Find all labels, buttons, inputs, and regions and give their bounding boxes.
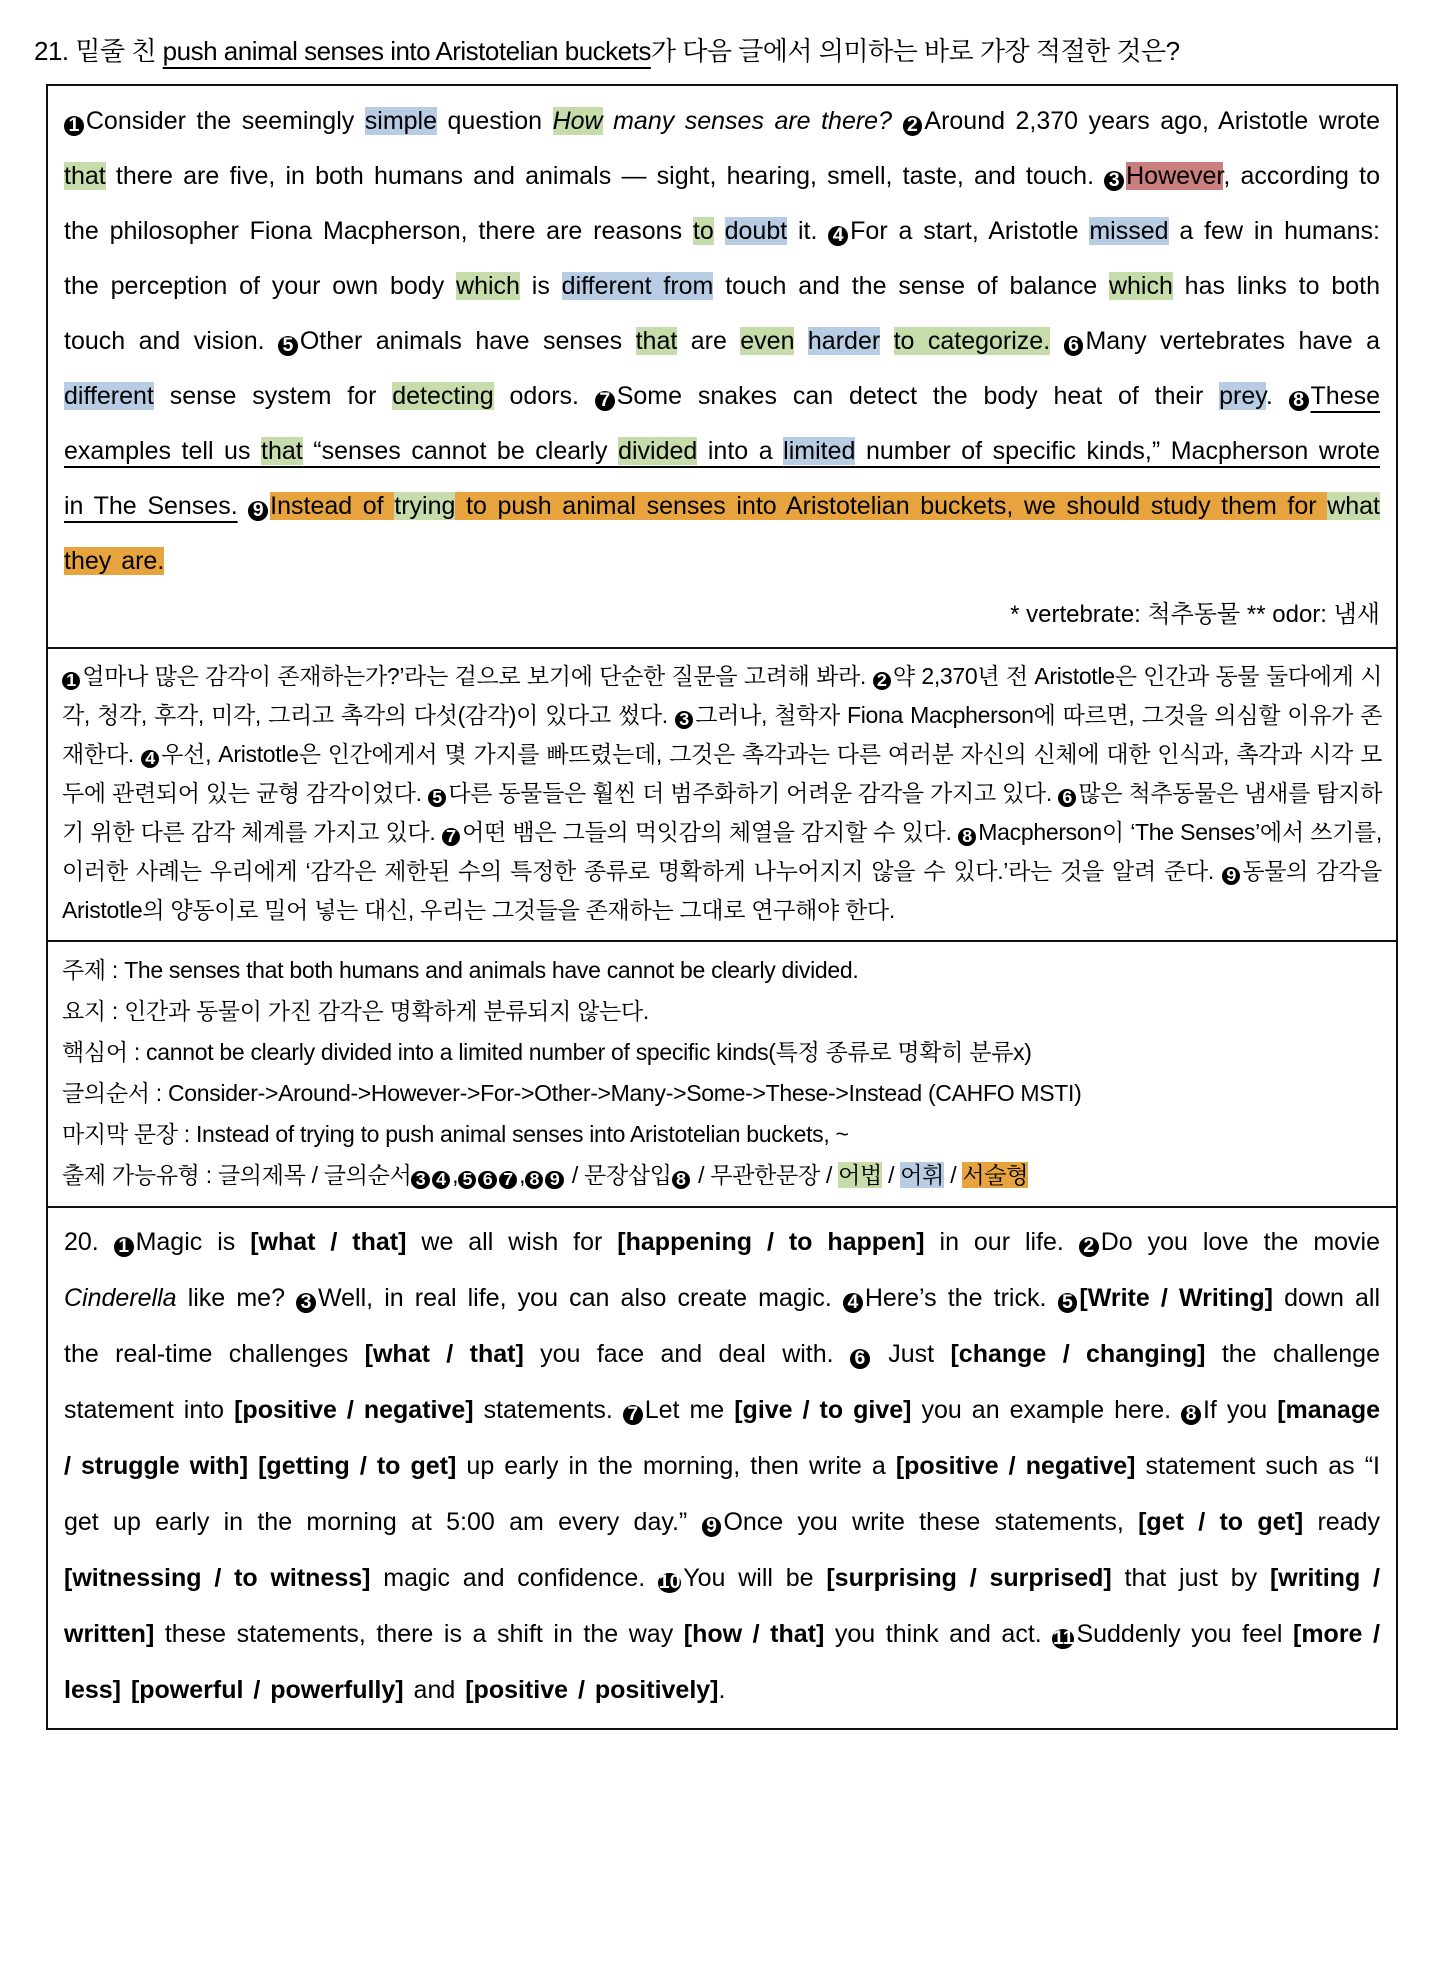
text-segment: . (718, 1676, 726, 1704)
text-segment: a few in humans: the perception of your own body (64, 217, 1381, 300)
text-segment: simple (364, 107, 438, 135)
text-segment: 21. 밑줄 친 (34, 36, 163, 66)
text-segment (880, 327, 893, 355)
text-segment: 출제 가능유형 : 글의제목 / 글의순서 (62, 1162, 412, 1188)
text-segment: what (1327, 492, 1380, 520)
summary-line-last-sentence (62, 1114, 1382, 1155)
text-segment: like me? (176, 1284, 297, 1312)
text-segment: which (456, 272, 520, 300)
text-segment: statement such as “I get up early in the morning at 5:00 am every day.” (64, 1452, 1381, 1536)
text-segment: ready (1303, 1508, 1380, 1536)
text-segment: Once you write these statements, (723, 1508, 1139, 1536)
text-segment: to categorize. (893, 327, 1051, 355)
circled-number: 3 (411, 1171, 429, 1189)
text-segment: to push animal senses into Aristotelian buckets, we should study them for (455, 492, 1328, 520)
circled-number: 8 (1181, 1405, 1201, 1425)
worksheet-content (46, 84, 1398, 1730)
text-segment: are (677, 327, 741, 355)
question21-passage-box (46, 84, 1398, 649)
text-segment: Instead of (270, 492, 395, 520)
text-segment: statements. (473, 1396, 623, 1424)
text-segment: in our life. (924, 1228, 1079, 1256)
text-segment: [positive / positively] (465, 1676, 719, 1704)
text-segment: different from (561, 272, 714, 300)
question21-translation-box (46, 647, 1398, 942)
text-segment: , according to the philosopher Fiona Macpherson, there are reasons (64, 162, 1380, 245)
text-segment: [getting / to get] (258, 1452, 457, 1480)
text-segment: How (552, 107, 603, 135)
text-segment: there are five, in both humans and animals — sight, hearing, smell, taste, and touch. (105, 162, 1105, 190)
text-segment: touch and the sense of balance (713, 272, 1109, 300)
text-segment: detecting (392, 382, 494, 410)
text-segment: which (1108, 272, 1173, 300)
text-segment: odors. (493, 382, 595, 410)
circled-number: 9 (545, 1171, 563, 1189)
text-segment: 요지 : 인간과 동물이 가진 감각은 명확하게 분류되지 않는다. (62, 998, 649, 1024)
text-segment: 얼마나 많은 감각이 존재하는가?’라는 겉으로 보기에 단순한 질문을 고려해 봐라. (82, 663, 873, 689)
circled-number: 7 (499, 1171, 517, 1189)
text-segment: / 문장삽입 (565, 1162, 672, 1188)
text-segment: 많은 척추동물은 냄새를 탐지하기 위한 다른 감각 체계를 가지고 있다. (62, 780, 1382, 845)
circled-number: 4 (828, 226, 848, 246)
question21-passage-text (64, 94, 1380, 589)
text-segment: that (64, 162, 106, 190)
circled-number: 2 (1079, 1237, 1099, 1257)
circled-number: 6 (850, 1349, 870, 1369)
circled-number: 6 (1058, 789, 1076, 807)
circled-number: 9 (1222, 867, 1240, 885)
text-segment: you an example here. (911, 1396, 1182, 1424)
circled-number: 6 (1064, 336, 1084, 356)
circled-number: 8 (958, 828, 976, 846)
text-segment: . (1265, 382, 1289, 410)
circled-number: 7 (595, 391, 615, 411)
summary-line-sentence-order (62, 1073, 1382, 1114)
text-segment (892, 107, 903, 135)
text-segment: / (944, 1162, 963, 1188)
text-segment (238, 492, 249, 520)
text-segment: / 무관한문장 / (692, 1162, 839, 1188)
question20-box (46, 1206, 1398, 1730)
text-segment: Many vertebrates have a (1085, 327, 1380, 355)
text-segment: different (64, 382, 154, 410)
text-segment: , (519, 1162, 526, 1188)
text-segment: limited (783, 437, 856, 465)
text-segment: it. (787, 217, 829, 245)
text-segment: sense system for (153, 382, 393, 410)
summary-line-question-types (62, 1155, 1382, 1196)
text-segment: [surprising / surprised] (826, 1564, 1112, 1592)
circled-number: 6 (478, 1171, 496, 1189)
text-segment: [Write / Writing] (1079, 1284, 1273, 1312)
circled-number: 3 (296, 1293, 316, 1313)
circled-number: 1 (62, 672, 80, 690)
text-segment: question (437, 107, 553, 135)
circled-number: 3 (1104, 171, 1124, 191)
circled-number: 7 (442, 828, 460, 846)
text-segment: 가 다음 글에서 의미하는 바로 가장 적절한 것은? (650, 36, 1180, 66)
text-segment (248, 1452, 258, 1480)
text-segment: “senses cannot be clearly (302, 437, 619, 465)
text-segment: has links to both touch and vision. (64, 272, 1380, 355)
text-segment: you think and act. (824, 1620, 1053, 1648)
text-segment: 글의순서 : Consider->Around->However->For->Other->Many->Some->These->Instead (CAHFO MSTI) (62, 1080, 1082, 1106)
text-segment: we all wish for (406, 1228, 618, 1256)
circled-number: 4 (843, 1293, 863, 1313)
text-segment: [writing / written] (64, 1564, 1380, 1648)
text-segment: that just by (1111, 1564, 1270, 1592)
text-segment: 어법 (838, 1162, 882, 1188)
circled-number: 7 (623, 1405, 643, 1425)
text-segment: 다른 동물들은 훨씬 더 범주화하기 어려운 감각을 가지고 있다. (448, 780, 1059, 806)
text-segment: Cinderella (64, 1284, 177, 1312)
circled-number: 9 (702, 1517, 722, 1537)
text-segment: Well, in real life, you can also create magic. (317, 1284, 843, 1312)
text-segment: Do you love the movie (1100, 1228, 1381, 1256)
text-segment: magic and confidence. (370, 1564, 658, 1592)
text-segment: [what / that] (364, 1340, 524, 1368)
text-segment: [manage / struggle with] (64, 1396, 1381, 1480)
text-segment: up early in the morning, then write a (456, 1452, 896, 1480)
text-segment: prey (1219, 382, 1266, 410)
circled-number: 4 (432, 1171, 450, 1189)
text-segment: Other animals have senses (299, 327, 636, 355)
text-segment: 약 2,370년 전 Aristotle은 인간과 동물 둘다에게 시각, 청각, 후각, 미각, 그리고 촉각의 다섯(감각)이 있다고 썼다. (62, 663, 1382, 728)
text-segment: Macpherson이 ‘The Senses’에서 쓰기를, 이러한 사례는 우리에게 ‘감각은 제한된 수의 특정한 종류로 명확하게 나누어지지 않을 수 있다.’라는 것을 알려 준다. (62, 819, 1383, 884)
text-segment: 그러나, 철학자 Fiona Macpherson에 따르면, 그것을 의심할 이유가 존재한다. (62, 702, 1382, 767)
question21-summary-box (46, 940, 1398, 1208)
text-segment: that (261, 437, 303, 465)
text-segment: they are. (64, 547, 165, 575)
text-segment: 우선, Aristotle은 인간에게서 몇 가지를 빠뜨렸는데, 그것은 촉각과는 다른 여러분 자신의 신체에 대한 인식과, 촉각과 시각 모두에 관련되어 있는 균형 감각이었다. (62, 741, 1383, 806)
text-segment: [give / to give] (734, 1396, 912, 1424)
text-segment: missed (1089, 217, 1169, 245)
text-segment: that (635, 327, 678, 355)
text-segment: push animal senses into Aristotelian buckets (162, 36, 651, 66)
question20-text (64, 1214, 1380, 1718)
text-segment: [witnessing / to witness] (64, 1564, 371, 1592)
circled-number: 9 (248, 501, 268, 521)
text-segment (714, 217, 725, 245)
question21-translation-text (62, 657, 1382, 930)
summary-line-gist (62, 991, 1382, 1032)
circled-number: 8 (525, 1171, 543, 1189)
text-segment: / (881, 1162, 901, 1188)
text-segment: Let me (644, 1396, 735, 1424)
text-segment: number of specific kinds,” Macpherson wrote in The Senses. (64, 437, 1380, 520)
text-segment: doubt (724, 217, 788, 245)
text-segment: , (452, 1162, 459, 1188)
text-segment: [positive / negative] (234, 1396, 474, 1424)
text-segment: However (1126, 162, 1224, 190)
text-segment: the challenge statement into (64, 1340, 1380, 1424)
text-segment: 서술형 (962, 1162, 1029, 1188)
text-segment: divided (618, 437, 698, 465)
circled-number: 8 (1289, 391, 1309, 411)
circled-number: 5 (458, 1171, 476, 1189)
text-segment: [more / less] (64, 1620, 1380, 1704)
text-segment (121, 1676, 131, 1704)
text-segment: [what / that] (250, 1228, 407, 1256)
text-segment: If you (1202, 1396, 1278, 1424)
text-segment: [change / changing] (950, 1340, 1206, 1368)
circled-number: 5 (1058, 1293, 1078, 1313)
text-segment: [powerful / powerfully] (130, 1676, 404, 1704)
text-segment: 어떤 뱀은 그들의 먹잇감의 체열을 감지할 수 있다. (462, 819, 958, 845)
text-segment: 핵심어 : cannot be clearly divided into a limited number of specific kinds(특정 종류로 명확히 분류x) (62, 1039, 1032, 1065)
text-segment: many senses are there? (602, 107, 892, 135)
text-segment: Some snakes can detect the body heat of their (616, 382, 1220, 410)
circled-number: 5 (428, 789, 446, 807)
text-segment: 어휘 (900, 1162, 945, 1188)
text-segment: Here’s the trick. (864, 1284, 1058, 1312)
text-segment: Around 2,370 years ago, Aristotle wrote (924, 107, 1380, 135)
circled-number: 2 (873, 672, 891, 690)
text-segment: You will be (683, 1564, 827, 1592)
text-segment: 동물의 감각을 Aristotle의 양동이로 밀어 넣는 대신, 우리는 그것들을 존재하는 그대로 연구해야 한다. (62, 858, 1382, 923)
circled-number: 2 (903, 116, 923, 136)
text-segment: trying (394, 492, 456, 520)
circled-number: 5 (278, 336, 298, 356)
text-segment: Consider the seemingly (85, 107, 365, 135)
text-segment: these statements, there is a shift in the way (154, 1620, 684, 1648)
text-segment: [get / to get] (1138, 1508, 1304, 1536)
circled-number: 3 (675, 711, 693, 729)
text-segment: even (740, 327, 795, 355)
text-segment: into a (697, 437, 784, 465)
circled-number: 11 (1053, 1626, 1074, 1649)
circled-number: 4 (141, 750, 159, 768)
summary-line-keyword (62, 1032, 1382, 1073)
text-segment: 마지막 문장 : Instead of trying to push animal senses into Aristotelian buckets, ~ (62, 1121, 849, 1147)
text-segment: 20. (64, 1228, 114, 1256)
text-segment (1050, 327, 1063, 355)
text-segment (794, 327, 807, 355)
circled-number: 1 (114, 1237, 134, 1257)
text-segment: [how / that] (683, 1620, 825, 1648)
text-segment: and (403, 1676, 466, 1704)
text-segment: 주제 : The senses that both humans and animals have cannot be clearly divided. (62, 957, 859, 983)
circled-number: 1 (64, 116, 84, 136)
text-segment: [happening / to happen] (617, 1228, 925, 1256)
text-segment: Suddenly you feel (1076, 1620, 1293, 1648)
circled-number: 8 (672, 1171, 690, 1189)
text-segment: harder (807, 327, 881, 355)
text-segment: These examples tell us (64, 382, 1380, 465)
vocabulary-footnote: * vertebrate: 척추동물 ** odor: 냄새 (1010, 601, 1380, 628)
question21-title (34, 34, 1410, 68)
text-segment: Just (871, 1340, 951, 1368)
circled-number: 10 (658, 1570, 681, 1593)
text-segment: to (692, 217, 714, 245)
text-segment: is (519, 272, 562, 300)
text-segment: For a start, Aristotle (850, 217, 1090, 245)
text-segment: Magic is (135, 1228, 251, 1256)
text-segment: down all the real-time challenges (64, 1284, 1380, 1368)
summary-line-topic (62, 950, 1382, 991)
text-segment: [positive / negative] (895, 1452, 1136, 1480)
text-segment: you face and deal with. (523, 1340, 850, 1368)
